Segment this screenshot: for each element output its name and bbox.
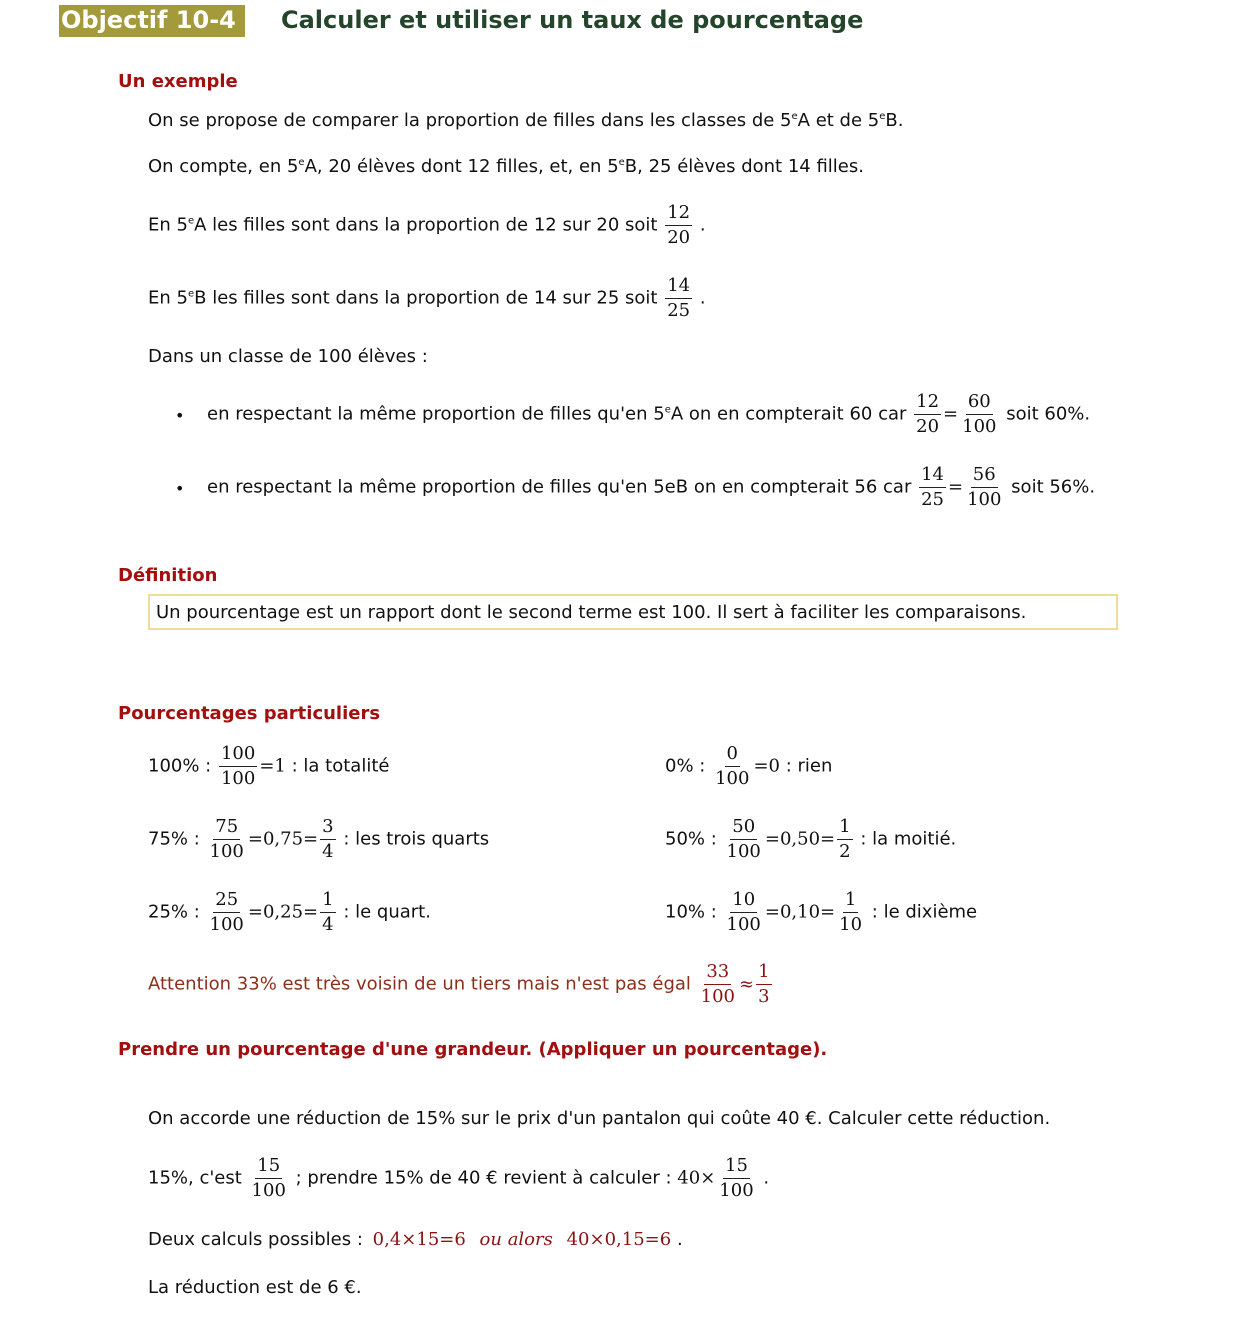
- apply-line-2: 15%, c'est $\frac{15}{100}$ ; prendre 15% de 40 € revient à calculer : 40× $\frac{15}{100}$ .: [148, 1155, 770, 1201]
- fraction: $\frac{25}{100}$: [209, 889, 244, 935]
- example-line-1: On se propose de comparer la proportion de filles dans les classes de 5eA et de 5eB.: [148, 110, 904, 131]
- section-heading-particular: Pourcentages particuliers: [118, 703, 381, 724]
- fraction: $\frac{33}{100}$: [700, 961, 735, 1007]
- fraction: $\frac{10}{100}$: [726, 889, 761, 935]
- percent-0-row: 0% : $\frac{0}{100}$ =0 : rien: [665, 743, 833, 789]
- attention-note: Attention 33% est très voisin de un tiers mais n'est pas égal $\frac{33}{100}$ ≈ $\frac{1}{3}$: [148, 961, 770, 1007]
- fraction-12-20-b: $\frac{12}{20}$: [916, 391, 940, 437]
- section-heading-apply: Prendre un pourcentage d'une grandeur. (Appliquer un pourcentage).: [118, 1039, 828, 1060]
- example-line-2: On compte, en 5eA, 20 élèves dont 12 filles, et, en 5eB, 25 élèves dont 14 filles.: [148, 156, 864, 177]
- fraction: $\frac{50}{100}$: [726, 816, 761, 862]
- fraction: $\frac{1}{4}$: [322, 889, 334, 935]
- definition-box: Un pourcentage est un rapport dont le second terme est 100. Il sert à faciliter les comparaisons.: [148, 594, 1118, 630]
- bullet-icon: •: [175, 479, 185, 498]
- fraction-60-100: $\frac{60}{100}$: [962, 391, 997, 437]
- fraction: $\frac{1}{3}$: [758, 961, 770, 1007]
- fraction: $\frac{3}{4}$: [322, 816, 334, 862]
- fraction: $\frac{1}{2}$: [839, 816, 851, 862]
- fraction: $\frac{75}{100}$: [209, 816, 244, 862]
- percent-10-row: 10% : $\frac{10}{100}$ =0,10= $\frac{1}{10}$ : le dixième: [665, 889, 978, 935]
- bullet-icon: •: [175, 406, 185, 425]
- fraction-14-25: $\frac{14}{25}$: [667, 275, 691, 321]
- fraction-14-25-b: $\frac{14}{25}$: [921, 464, 944, 510]
- percent-50-row: 50% : $\frac{50}{100}$ =0,50= $\frac{1}{2}$ : la moitié.: [665, 816, 957, 862]
- section-heading-definition: Définition: [118, 565, 218, 586]
- fraction: $\frac{100}{100}$: [220, 743, 256, 789]
- apply-line-3: Deux calculs possibles : 0,4×15=6 ou alors 40×0,15=6 .: [148, 1229, 683, 1250]
- example-bullet-2: en respectant la même proportion de filles qu'en 5eB on en compterait 56 car $\frac{14}{25}$ = $\frac{56}{100}$ soit 56%.: [207, 464, 1096, 510]
- fraction-56-100: $\frac{56}{100}$: [967, 464, 1002, 510]
- fraction: $\frac{15}{100}$: [719, 1155, 754, 1201]
- page-title: Calculer et utiliser un taux de pourcentage: [281, 6, 864, 34]
- percent-100-row: 100% : $\frac{100}{100}$ =1 : la totalité: [148, 743, 390, 789]
- apply-line-4: La réduction est de 6 €.: [148, 1277, 362, 1298]
- example-line-3: En 5eA les filles sont dans la proportion de 12 sur 20 soit $\frac{12}{20}$ .: [148, 202, 706, 248]
- fraction-12-20: $\frac{12}{20}$: [667, 202, 691, 248]
- section-heading-example: Un exemple: [118, 71, 238, 92]
- percent-25-row: 25% : $\frac{25}{100}$ =0,25= $\frac{1}{4}$ : le quart.: [148, 889, 431, 935]
- example-line-5: Dans un classe de 100 élèves :: [148, 346, 428, 367]
- example-bullet-1: en respectant la même proportion de filles qu'en 5eA on en compterait 60 car $\frac{12}{20}$ = $\frac{60}{100}$ soit 60%.: [207, 391, 1091, 437]
- percent-75-row: 75% : $\frac{75}{100}$ =0,75= $\frac{3}{4}$ : les trois quarts: [148, 816, 490, 862]
- apply-line-1: On accorde une réduction de 15% sur le prix d'un pantalon qui coûte 40 €. Calculer cette réduction.: [148, 1108, 1051, 1129]
- objective-badge: Objectif 10-4: [59, 5, 245, 37]
- fraction: $\frac{15}{100}$: [251, 1155, 286, 1201]
- example-line-4: En 5eB les filles sont dans la proportion de 14 sur 25 soit $\frac{14}{25}$ .: [148, 275, 706, 321]
- fraction: $\frac{0}{100}$: [715, 743, 750, 789]
- fraction: $\frac{1}{10}$: [839, 889, 863, 935]
